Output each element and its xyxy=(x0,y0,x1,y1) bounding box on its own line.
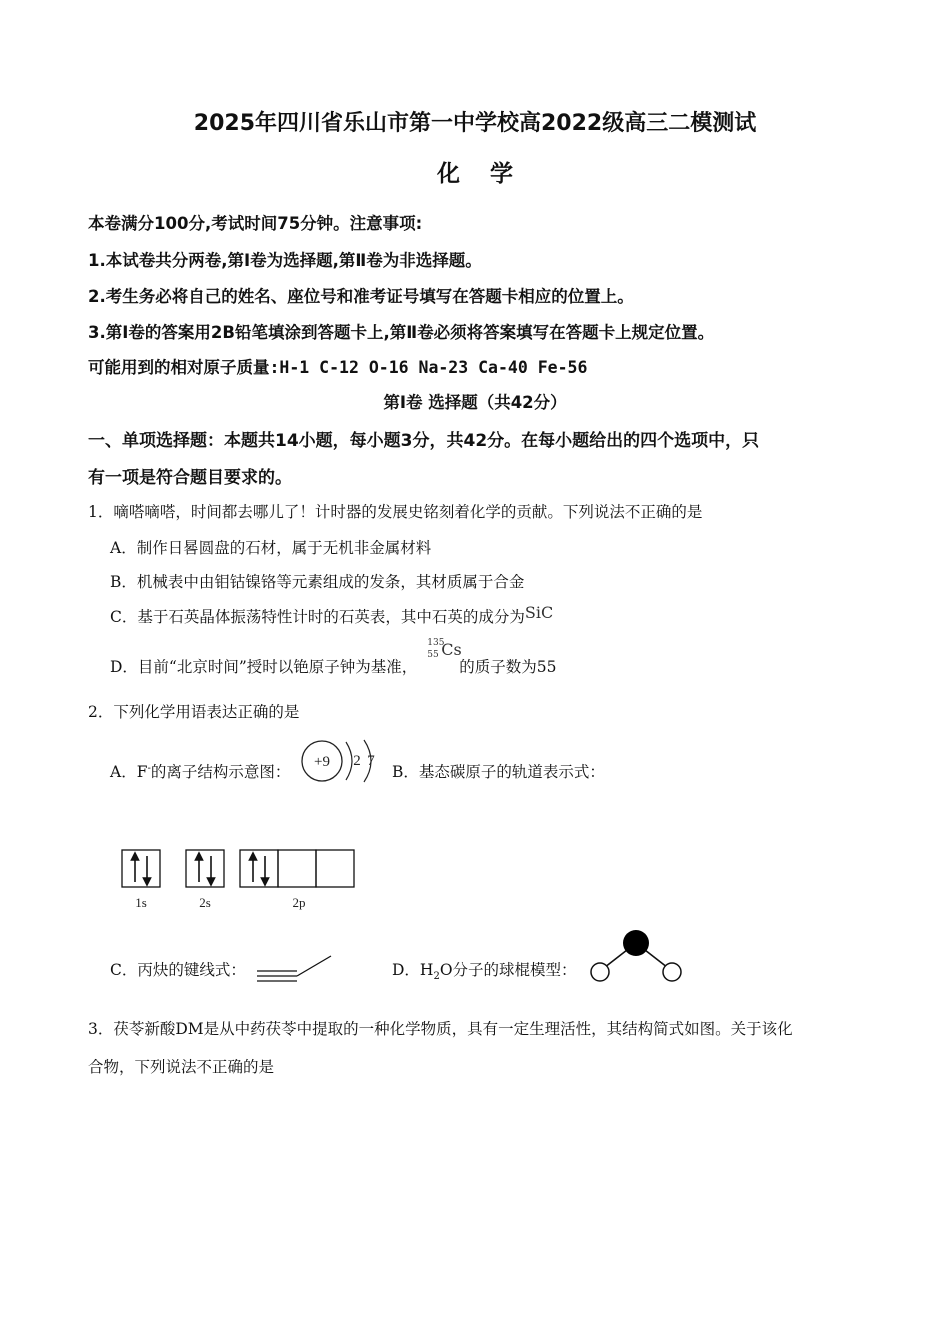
shell-2-count: 7 xyxy=(367,753,375,769)
option-a-prefix: A．F xyxy=(110,763,148,781)
orbital-label-1s: 1s xyxy=(135,895,147,910)
orbital-label-2s: 2s xyxy=(199,895,211,910)
note-line-2: 1.本试卷共分两卷,第Ⅰ卷为选择题,第Ⅱ卷为非选择题。 xyxy=(88,251,482,270)
section-title: 第Ⅰ卷 选择题（共42分） xyxy=(383,393,567,412)
nucleus-charge: +9 xyxy=(314,754,330,770)
orbital-box-2p-2 xyxy=(278,850,316,887)
water-ball-stick-model xyxy=(588,926,684,986)
question-1-option-c xyxy=(110,605,553,627)
option-d-text: O分子的球棍模型： xyxy=(439,961,577,979)
option-c-text: C．基于石英晶体振荡特性计时的石英表，其中石英的成分为 xyxy=(110,608,525,626)
atomic-mass-line: 可能用到的相对原子质量:H-1 C-12 O-16 Na-23 Ca-40 Fe-56 xyxy=(88,358,588,377)
hydrogen-atom-right xyxy=(663,963,681,981)
cs-symbol: Cs xyxy=(441,640,462,659)
propyne-skeletal-formula xyxy=(255,952,335,986)
sic-formula: SiC xyxy=(524,603,554,622)
note-line-1: 本卷满分100分,考试时间75分钟。注意事项: xyxy=(88,214,423,233)
question-2-option-b: B．基态碳原子的轨道表示式： xyxy=(392,763,605,781)
question-2-option-c: C．丙炔的键线式： xyxy=(110,961,246,979)
shell-1-count: 2 xyxy=(353,753,361,769)
question-1-option-b: B．机械表中由钼钴镍铬等元素组成的发条，其材质属于合金 xyxy=(110,573,525,591)
orbital-box-2p-1 xyxy=(240,850,278,887)
hydrogen-atom-left xyxy=(591,963,609,981)
question-2-option-a xyxy=(110,760,290,782)
f-ion-charge: - xyxy=(147,762,151,774)
question-2-option-d xyxy=(392,958,577,982)
question-3-stem-line-2: 合物，下列说法不正确的是 xyxy=(88,1058,275,1076)
question-1-option-d xyxy=(110,638,557,677)
oxygen-atom xyxy=(623,930,649,956)
cs-isotope xyxy=(417,638,462,672)
exam-title: 2025年四川省乐山市第一中学校高2022级高三二模测试 xyxy=(193,111,757,136)
orbital-box-1s xyxy=(122,850,160,887)
question-2-stem: 2．下列化学用语表达正确的是 xyxy=(88,703,300,721)
question-3-stem-line-1: 3．茯苓新酸DM是从中药茯苓中提取的一种化学物质，具有一定生理活性，其结构简式如图。关于该化 xyxy=(88,1020,793,1038)
option-d-text: D．目前“北京时间”授时以铯原子钟为基准， xyxy=(110,658,418,676)
fluoride-ion-diagram xyxy=(300,736,384,786)
instruction-line-2: 有一项是符合题目要求的。 xyxy=(88,468,292,488)
subject-title: 化学 xyxy=(437,161,543,187)
option-a-text: 的离子结构示意图： xyxy=(150,763,291,781)
instruction-line-1: 一、单项选择题：本题共14小题，每小题3分，共42分。在每小题给出的四个选项中，只 xyxy=(88,431,760,451)
h2o-subscript: 2 xyxy=(433,971,440,983)
option-d-prefix: D．H xyxy=(392,961,434,979)
carbon-orbital-diagram xyxy=(118,844,363,914)
electron-shell-1 xyxy=(346,742,352,780)
note-line-4: 3.第Ⅰ卷的答案用2B铅笔填涂到答题卡上,第Ⅱ卷必须将答案填写在答题卡上规定位置。 xyxy=(88,323,715,342)
option-d-tail: 的质子数为55 xyxy=(459,658,557,676)
orbital-box-2s xyxy=(186,850,224,887)
question-1-stem: 1．嘀嗒嘀嗒，时间都去哪儿了！计时器的发展史铭刻着化学的贡献。下列说法不正确的是 xyxy=(88,503,703,521)
orbital-label-2p: 2p xyxy=(292,895,306,910)
cs-mass-number: 135 xyxy=(427,638,445,648)
note-line-3: 2.考生务必将自己的姓名、座位号和准考证号填写在答题卡相应的位置上。 xyxy=(88,287,634,306)
question-1-option-a: A．制作日晷圆盘的石材，属于无机非金属材料 xyxy=(110,539,432,557)
orbital-box-2p-3 xyxy=(316,850,354,887)
cs-atomic-number: 55 xyxy=(427,650,439,660)
